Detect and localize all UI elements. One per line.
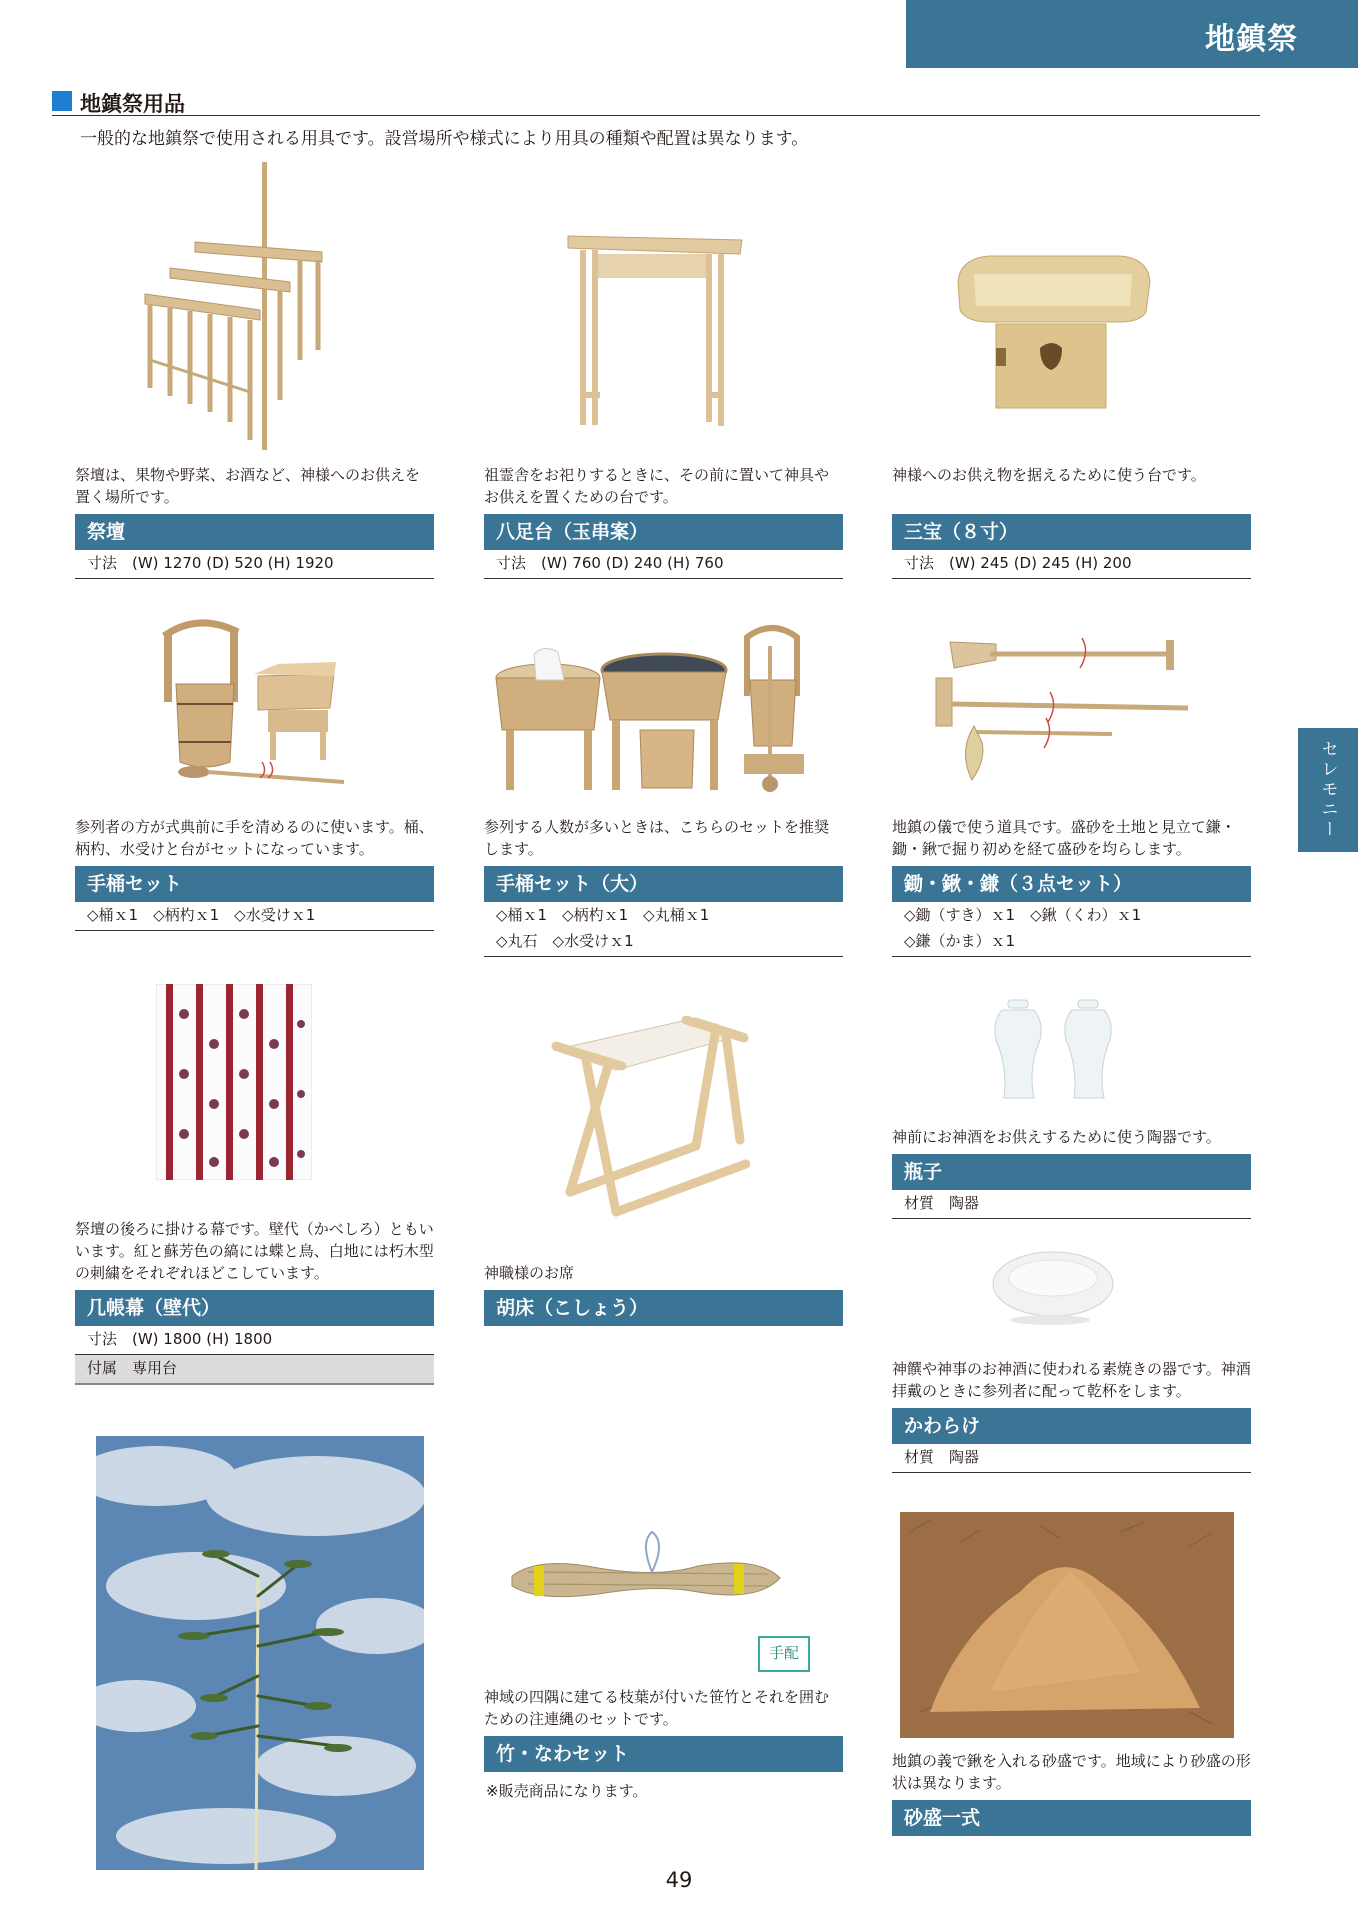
item-name: 胡床（こしょう） <box>484 1290 843 1326</box>
item-desc: 祭壇の後ろに掛ける幕です。壁代（かべしろ）ともいいます。紅と蘇芳色の縞には蝶と鳥、白地には朽木型の刺繍をそれぞれほどこしています。 <box>75 1220 434 1282</box>
item-desc: 祖霊舎をお祀りするときに、その前に置いて神具やお供えを置くための台です。 <box>484 466 830 506</box>
bamboo-photo <box>96 1436 424 1870</box>
item-heishi <box>892 1126 1251 1219</box>
item-desc: 地鎮の義で鍬を入れる砂盛です。地域により砂盛の形状は異なります。 <box>892 1752 1251 1792</box>
chapter-header-tab <box>906 0 1358 68</box>
item-name: 几帳幕（壁代） <box>75 1290 434 1326</box>
section-intro: 一般的な地鎮祭で使用される用具です。設営場所や様式により用具の種類や配置は異なります。 <box>80 129 809 149</box>
item-teoke-large <box>484 816 843 957</box>
item-name: 手桶セット <box>75 866 434 902</box>
tools-image <box>930 632 1192 788</box>
item-spec: 材質 陶器 <box>892 1190 1251 1219</box>
sand-mound-photo <box>900 1512 1234 1738</box>
kosho-image <box>546 1016 750 1226</box>
item-name: 手桶セット（大） <box>484 866 843 902</box>
item-desc: 参列する人数が多いときは、こちらのセットを推奨します。 <box>484 818 830 858</box>
item-name: 八足台（玉串案） <box>484 514 843 550</box>
item-spec: ◇丸石 ◇水受けｘ1 <box>484 928 843 957</box>
item-desc: 神様へのお供え物を据えるために使う台です。 <box>892 466 1206 484</box>
section-title: 地鎮祭用品 <box>52 88 1260 116</box>
kichomaku-image <box>156 984 312 1180</box>
item-spec: ◇桶ｘ1 ◇柄杓ｘ1 ◇水受けｘ1 <box>75 902 434 931</box>
item-spec: ◇桶ｘ1 ◇柄杓ｘ1 ◇丸桶ｘ1 <box>496 906 710 924</box>
kawarake-image <box>990 1248 1116 1328</box>
item-teoke <box>75 816 434 931</box>
item-kawarake <box>892 1358 1251 1473</box>
rope-image <box>508 1528 784 1622</box>
saidan-image <box>140 160 330 452</box>
item-spec: ◇鋤（すき）ｘ1 ◇鍬（くわ）ｘ1 <box>904 906 1142 924</box>
item-tools <box>892 816 1251 957</box>
item-sanpo <box>892 464 1251 579</box>
item-desc: 神職様のお席 <box>484 1264 575 1282</box>
sanpo-image <box>950 252 1156 412</box>
item-note: ※販売商品になります。 <box>486 1782 648 1800</box>
teoke-set-large-image <box>494 618 824 798</box>
item-kosho <box>484 1262 843 1326</box>
item-spec: 材質 陶器 <box>892 1444 1251 1473</box>
item-spec: 付属 専用台 <box>75 1355 434 1385</box>
section-square-icon <box>52 91 72 111</box>
item-spec: 寸法 (W) 1270 (D) 520 (H) 1920 <box>75 550 434 579</box>
item-desc: 神饌や神事のお神酒に使われる素焼きの器です。神酒拝戴のときに参列者に配って乾杯をします。 <box>892 1360 1251 1400</box>
chapter-title: 地鎮祭 <box>1205 22 1298 57</box>
item-desc: 地鎮の儀で使う道具です。盛砂を土地と見立て鎌・鋤・鍬で掘り初めを経て盛砂を均らします。 <box>892 818 1236 858</box>
item-name: 竹・なわセット <box>484 1736 843 1772</box>
item-name: 砂盛一式 <box>892 1800 1251 1836</box>
item-name: 三宝（８寸） <box>892 514 1251 550</box>
item-kichomaku <box>75 1218 434 1385</box>
item-morizuna <box>892 1750 1251 1836</box>
item-name: 祭壇 <box>75 514 434 550</box>
item-spec: 寸法 (W) 245 (D) 245 (H) 200 <box>892 550 1251 579</box>
page-number: 49 <box>665 1868 693 1892</box>
teoke-set-image <box>158 612 348 788</box>
item-spec: 寸法 (W) 760 (D) 240 (H) 760 <box>484 550 843 579</box>
item-saidan <box>75 464 434 579</box>
item-name: かわらけ <box>892 1408 1251 1444</box>
item-name: 瓶子 <box>892 1154 1251 1190</box>
item-desc: 祭壇は、果物や野菜、お酒など、神様へのお供えを置く場所です。 <box>75 466 421 506</box>
side-index-tab: セレモニー <box>1298 728 1358 852</box>
heishi-image <box>986 998 1122 1104</box>
item-hassokudai <box>484 464 843 579</box>
item-take <box>484 1686 843 1802</box>
item-desc: 参列者の方が式典前に手を清めるのに使います。桶、柄杓、水受けと台がセットになっています。 <box>75 818 434 858</box>
hassokudai-image <box>566 232 746 432</box>
item-desc: 神前にお神酒をお供えするために使う陶器です。 <box>892 1128 1221 1146</box>
item-spec: 寸法 (W) 1800 (H) 1800 <box>75 1326 434 1355</box>
tehai-badge: 手配 <box>758 1636 810 1672</box>
item-desc: 神域の四隅に建てる枝葉が付いた笹竹とそれを囲むための注連縄のセットです。 <box>484 1688 830 1728</box>
item-name: 鋤・鍬・鎌（３点セット） <box>892 866 1251 902</box>
item-spec: ◇鎌（かま）ｘ1 <box>892 928 1251 957</box>
